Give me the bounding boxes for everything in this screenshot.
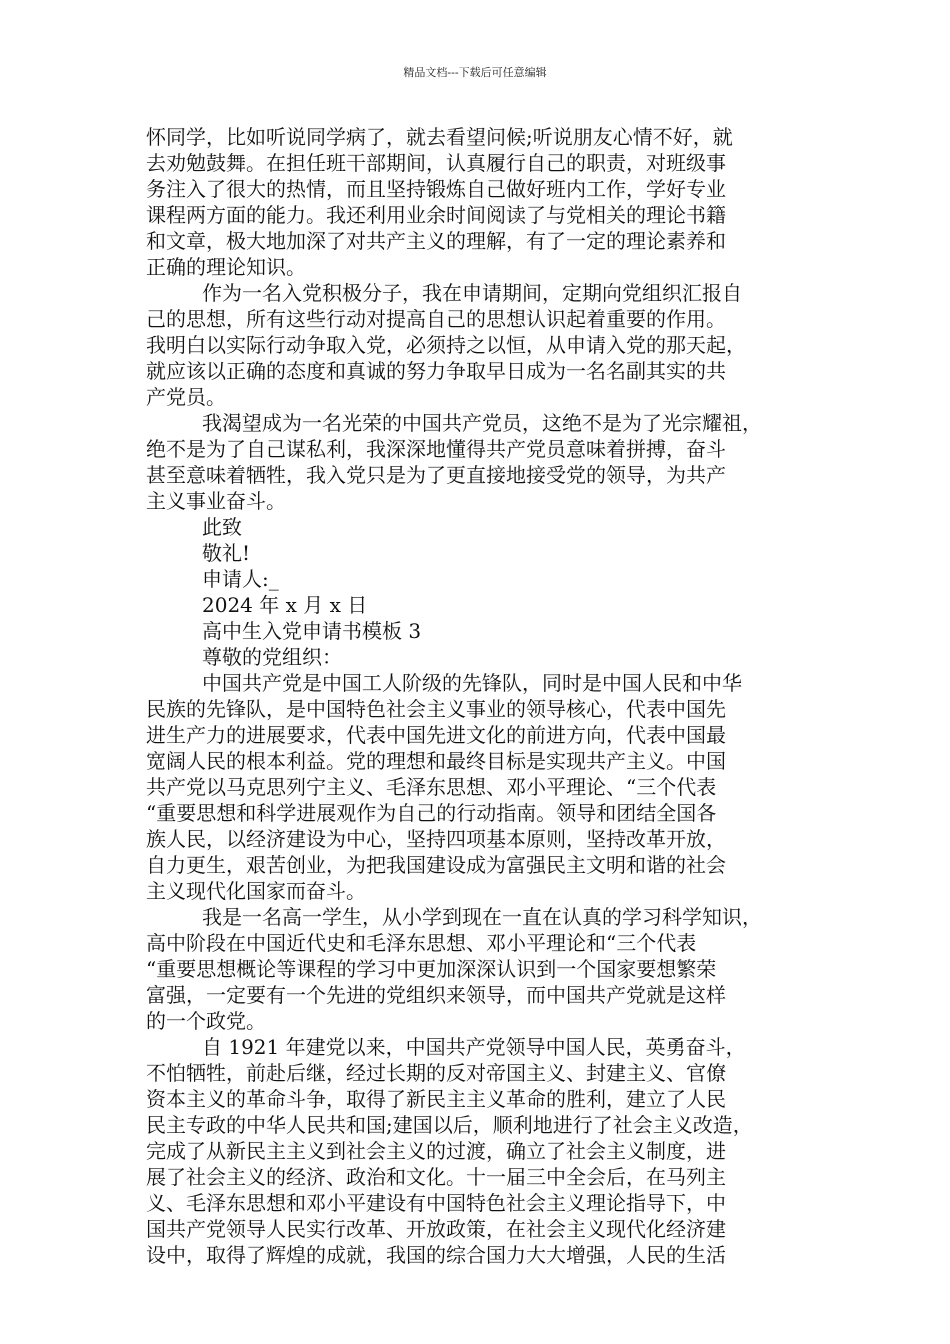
- text-line: 自 1921 年建党以来，中国共产党领导中国人民，英勇奋斗，: [202, 1035, 746, 1059]
- text-line: 绝不是为了自己谋私利，我深深地懂得共产党员意味着拼搏，奋斗: [146, 437, 726, 461]
- text-line: 展了社会主义的经济、政治和文化。十一届三中全会后，在马列主: [146, 1165, 726, 1189]
- text-line: 国共产党领导人民实行改革、开放政策，在社会主义现代化经济建: [146, 1217, 726, 1241]
- paragraph: [146, 566, 806, 592]
- text-line: 的一个政党。: [146, 1009, 266, 1033]
- text-line: “重要思想和科学进展观作为自己的行动指南。领导和团结全国各: [146, 801, 717, 825]
- text-line: 己的思想，所有这些行动对提高自己的思想认识起着重要的作用。: [146, 307, 726, 331]
- text-line: 和文章，极大地加深了对共产主义的理解，有了一定的理论素养和: [146, 229, 726, 253]
- text-line: 尊敬的党组织：: [202, 645, 342, 669]
- text-line: 我是一名高一学生，从小学到现在一直在认真的学习科学知识，: [202, 905, 762, 929]
- text-line: 去劝勉鼓舞。在担任班干部期间，认真履行自己的职责，对班级事: [146, 151, 726, 175]
- text-line: 怀同学，比如听说同学病了，就去看望问候;听说朋友心情不好，就: [146, 125, 733, 149]
- text-line: 完成了从新民主主义到社会主义的过渡，确立了社会主义制度，进: [146, 1139, 726, 1163]
- paragraph: [146, 280, 806, 410]
- text-line: 产党员。: [146, 385, 226, 409]
- text-line: 进生产力的进展要求，代表中国先进文化的前进方向，代表中国最: [146, 723, 726, 747]
- text-line: 资本主义的革命斗争，取得了新民主主义革命的胜利，建立了人民: [146, 1087, 726, 1111]
- text-line: 民族的先锋队，是中国特色社会主义事业的领导核心，代表中国先: [146, 697, 726, 721]
- text-line: 高中生入党申请书模板 3: [202, 619, 422, 643]
- paragraph: [146, 540, 806, 566]
- text-line: 高中阶段在中国近代史和毛泽东思想、邓小平理论和“三个代表: [146, 931, 697, 955]
- paragraph: [146, 904, 806, 1034]
- paragraph: [146, 592, 806, 618]
- text-line: 设中，取得了辉煌的成就，我国的综合国力大大增强，人民的生活: [146, 1243, 726, 1267]
- text-line: 自力更生，艰苦创业，为把我国建设成为富强民主文明和谐的社会: [146, 853, 726, 877]
- text-line: 族人民，以经济建设为中心，坚持四项基本原则，坚持改革开放，: [146, 827, 726, 851]
- paragraph: [146, 410, 806, 514]
- paragraph: [146, 670, 806, 904]
- text-line: 此致: [202, 515, 242, 539]
- text-line: 敬礼!: [202, 541, 251, 565]
- text-line: 就应该以正确的态度和真诚的努力争取早日成为一名名副其实的共: [146, 359, 726, 383]
- text-line: 务注入了很大的热情，而且坚持锻炼自己做好班内工作，学好专业: [146, 177, 726, 201]
- text-line: 我明白以实际行动争取入党，必须持之以恒，从申请入党的那天起，: [146, 333, 746, 357]
- paragraph: [146, 644, 806, 670]
- text-line: 申请人:_: [202, 567, 279, 591]
- text-line: 主义现代化国家而奋斗。: [146, 879, 366, 903]
- text-line: 民主专政的中华人民共和国;建国以后，顺利地进行了社会主义改造，: [146, 1113, 753, 1137]
- document-body: [146, 124, 806, 1268]
- paragraph: [146, 124, 806, 280]
- page-header: [0, 66, 950, 80]
- text-line: 主义事业奋斗。: [146, 489, 286, 513]
- paragraph: [146, 1034, 806, 1268]
- text-line: 义、毛泽东思想和邓小平建设有中国特色社会主义理论指导下，中: [146, 1191, 726, 1215]
- text-line: 作为一名入党积极分子，我在申请期间，定期向党组织汇报自: [202, 281, 742, 305]
- text-line: “重要思想概论等课程的学习中更加深深认识到一个国家要想繁荣: [146, 957, 717, 981]
- text-line: 不怕牺牲，前赴后继，经过长期的反对帝国主义、封建主义、官僚: [146, 1061, 726, 1085]
- paragraph: [146, 618, 806, 644]
- text-line: 课程两方面的能力。我还利用业余时间阅读了与党相关的理论书籍: [146, 203, 726, 227]
- text-line: 2024 年 x 月 x 日: [202, 593, 368, 617]
- text-line: 富强，一定要有一个先进的党组织来领导，而中国共产党就是这样: [146, 983, 726, 1007]
- header-text: 精品文档---下载后可任意编辑: [403, 66, 547, 79]
- text-line: 正确的理论知识。: [146, 255, 306, 279]
- text-line: 甚至意味着牺牲，我入党只是为了更直接地接受党的领导，为共产: [146, 463, 726, 487]
- text-line: 中国共产党是中国工人阶级的先锋队，同时是中国人民和中华: [202, 671, 742, 695]
- paragraph: [146, 514, 806, 540]
- text-line: 共产党以马克思列宁主义、毛泽东思想、邓小平理论、“三个代表: [146, 775, 717, 799]
- text-line: 我渴望成为一名光荣的中国共产党员，这绝不是为了光宗耀祖，: [202, 411, 762, 435]
- text-line: 宽阔人民的根本利益。党的理想和最终目标是实现共产主义。中国: [146, 749, 726, 773]
